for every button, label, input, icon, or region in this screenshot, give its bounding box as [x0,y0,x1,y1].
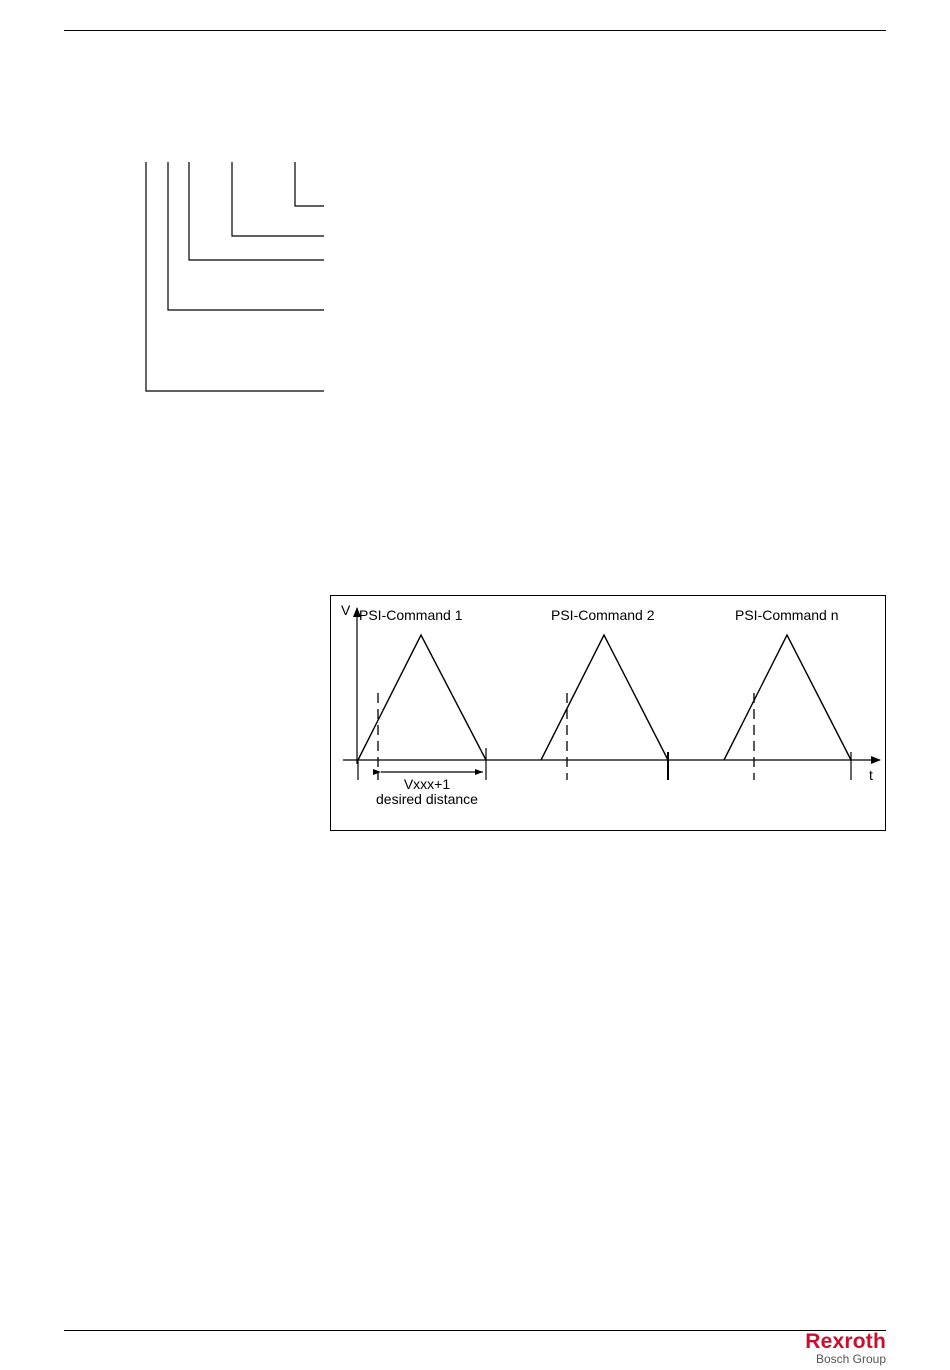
command-n-label: PSI-Command n [735,607,839,623]
t-axis-label: t [869,767,873,783]
distance-caption: desired distance [376,791,478,807]
distance-parameter: Vxxx+1 [403,776,451,792]
v-axis-label: V [341,602,351,618]
footer-rule [64,1330,886,1331]
header-rule [64,30,886,31]
profile-2 [541,635,668,760]
logo-group-text: Bosch Group [815,1352,886,1366]
parameter-structure-diagram [140,158,330,398]
profile-1 [358,635,486,760]
command-1-label: PSI-Command 1 [359,607,463,623]
profile-n [724,635,851,760]
distance-label [367,777,487,807]
velocity-profile-figure [330,595,886,831]
bracket-line-5 [146,162,324,391]
rexroth-logo [805,1331,886,1366]
bracket-line-1 [295,162,324,206]
bracket-line-3 [189,162,324,260]
command-2-label: PSI-Command 2 [551,607,655,623]
bracket-line-2 [232,162,324,236]
logo-brand-text: Rexroth [805,1330,886,1353]
